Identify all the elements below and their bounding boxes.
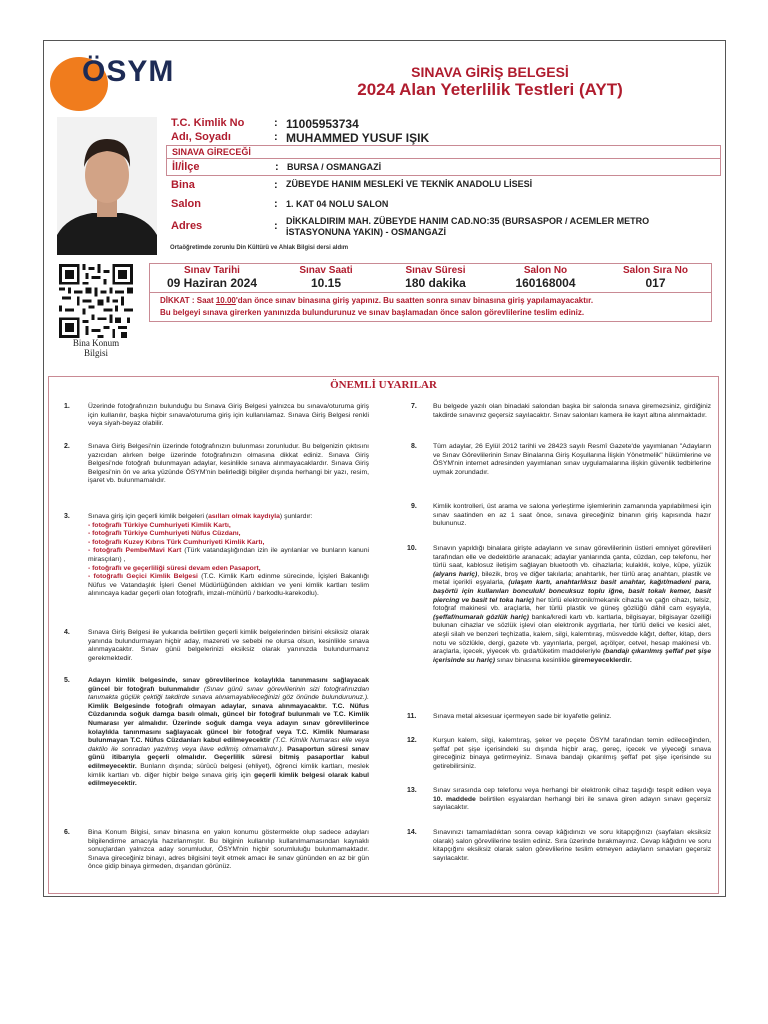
- attention-time: 10.00: [215, 296, 236, 305]
- colon: :: [274, 131, 278, 143]
- colon: :: [275, 161, 279, 173]
- item-13-part: belirtilen eşyalardan herhangi biri ile sınava giren adayın sınavı geçersiz sayılacaktır.: [433, 795, 711, 812]
- item-number: 12.: [407, 737, 417, 744]
- document-title: SINAVA GİRİŞ BELGESİ: [411, 64, 569, 80]
- item-3-intro-end: ) şunlardır:: [279, 513, 313, 520]
- id-type-note: (T.C. Kimlik Kartı edinme sürecinde, İçişleri Bakanlığı Nüfus ve Vatandaşlık İşleri Genel Müdürlüğünden aldıkları ve yeni kimlik kartları teslim alınıncaya kadar geçerli olan fotoğraflı, imzalı-mühürlü / barkodlu-karekodlu).: [88, 573, 370, 598]
- id-type-item: - fotoğraflı Kuzey Kıbrıs Türk Cumhuriyeti Kimlik Kartı,: [88, 538, 265, 546]
- id-type-item: - fotoğraflı Geçici Kimlik Belgesi: [88, 573, 198, 581]
- tc-value: 11005953734: [286, 117, 359, 131]
- item-number: 10.: [407, 545, 417, 552]
- warning-item-6: Bina Konum Bilgisi, sınav binasına en yakın konumu göstermekte olup sadece adayları bilgilendirme amacıyla hazırlanmıştır. Bu bilginin kullanılıp kullanılmamasından kaynaklı sonuçlardan yalnızca aday sorumludur, ÖSYM'nin hiçbir sorumluluğu bulunmamaktadır. Sınava gireceğiniz binayı, adres bilgisini teyit etmek amacı ile sınav gününden en az bir gün önce gidip binaya girmeden, dışarıdan görünüz.: [88, 829, 369, 871]
- item-number: 9.: [411, 503, 417, 510]
- seat-no-label: Salon Sıra No: [622, 265, 688, 276]
- osym-logo: [50, 55, 180, 115]
- room-value: 1. KAT 04 NOLU SALON: [286, 199, 389, 209]
- section-label: SINAVA GİRECEĞİ: [172, 147, 251, 157]
- warning-item-13: [433, 787, 711, 813]
- item-number: 2.: [64, 443, 70, 450]
- section-row: [166, 145, 721, 159]
- item-number: 4.: [64, 629, 70, 636]
- item-5-part: Bunların dışında; sürücü belgesi (ehliyet), öğrenci kimlik kartları, meslek kimlik kartları vb. diğer hiçbir belge sınava giriş için: [88, 762, 369, 779]
- item-10-part: giremeyeceklerdir.: [572, 656, 632, 664]
- exam-time-label: Sınav Saati: [299, 265, 353, 276]
- item-10-part: (şeffaf/numaralı gözlük hariç): [433, 613, 529, 621]
- address-row: [166, 211, 721, 239]
- item-5-part: Adayın kimlik belgesinde, sınav görevlilerince kolaylıkla tanınmasını sağlayacak güncel bir fotoğrafı bulunmalıdır: [88, 677, 369, 693]
- attention-line-2: Bu belgeyi sınava girerken yanınızda bulundurunuz ve sınav başlamadan önce salon görevlilerine teslim ediniz.: [160, 308, 585, 317]
- item-10-part: sınav binasına kesinlikle: [494, 656, 573, 664]
- city-label: İl/İlçe: [172, 161, 200, 173]
- building-label: Bina: [171, 179, 195, 191]
- item-number: 13.: [407, 787, 417, 794]
- room-row: [166, 194, 721, 211]
- seat-no-value: 017: [645, 276, 666, 290]
- address-line-1: DİKKALDIRIM MAH. ZÜBEYDE HANIM CAD.NO:35 (BURSASPOR / ACEMLER METRO: [286, 216, 650, 226]
- seat-no: [598, 264, 713, 290]
- attention-box: [149, 293, 712, 322]
- item-number: 14.: [407, 829, 417, 836]
- item-10-part: Sınavın yapıldığı binalara girişte adayların ve sınav görevlilerinin üstleri emniyet görevlileri tarafından elle ve dedektörle aranacak; adaylar yanlarında çanta, cüzdan, cep telefonu, her türlü saat, kablosuz iletişim sağlayan bluetooth vb. cihazlarla; kulaklık, kolye, küpe, yüzük: [433, 545, 711, 570]
- qr-caption: [56, 338, 136, 358]
- item-number: 5.: [64, 677, 70, 684]
- warning-item-12: Kurşun kalem, silgi, kalemtıraş, şeker ve peçete ÖSYM tarafından temin edileceğinden, şeffaf pet şişe içerisindeki su dışında hiçbir araç, gereç, içecek ve yiyeceği sınava gireceğiniz binaya getirmeyiniz. Sınava bandajı çıkarılmış şeffaf pet şişe içerisinde su getirebilirsiniz.: [433, 737, 711, 770]
- warning-item-5: [88, 677, 369, 789]
- exam-duration-label: Sınav Süresi: [405, 265, 466, 276]
- warnings-title: ÖNEMLİ UYARILAR: [330, 379, 437, 391]
- warning-item-9: Kimlik kontrolleri, üst arama ve salona yerleştirme işlemlerinin zamanında yapılabilmesi için sınav saatinden en az 1 saat önce, sınava gireceğiniz binanın giriş kapısında hazır bulununuz.: [433, 503, 711, 528]
- exam-time-value: 10.15: [310, 276, 342, 290]
- qr-code-icon[interactable]: [56, 264, 136, 338]
- warning-item-7: Bu belgede yazılı olan binadaki salondan başka bir salonda sınava giremezsiniz, girdiğiniz takdirde sınavınız geçersiz sayılacaktır. Sınav salonları kamera ile kayıt altına alınmaktadır.: [433, 403, 711, 419]
- item-10-part: (alyans hariç): [433, 570, 478, 578]
- attention-line-1: [160, 295, 701, 307]
- item-number: 6.: [64, 829, 70, 836]
- exam-date-label: Sınav Tarihi: [184, 265, 240, 276]
- item-13-part: 10. maddede: [433, 795, 476, 803]
- exam-info-bar: [149, 263, 712, 293]
- salon-no-value: 160168004: [515, 276, 576, 290]
- city-value: BURSA / OSMANGAZİ: [287, 162, 382, 172]
- warning-item-4: Sınava Giriş Belgesi ile yukarıda belirtilen geçerli kimlik belgelerinden birisini eksiksiz olarak yanında bulundurmayan hiçbir aday, mazereti ve sebebi ne olursa olsun, kesinlikle sınava alınmayacaktır. Sınav günü belgelerinizi eksiksiz olarak yanınızda bulundurmanız gerekmektedir.: [88, 629, 369, 662]
- item-5-part: geçerli kimlik belgesi olarak kabul edilmeyecektir.: [88, 771, 370, 788]
- id-type-item: - fotoğraflı Türkiye Cumhuriyeti Kimlik Kartı,: [88, 521, 231, 529]
- item-3-intro: Sınava giriş için geçerli kimlik belgeleri (: [88, 513, 209, 520]
- item-5-part: Kimlik Belgesinde fotoğrafı olmayan adaylar, sınava alınmayacaktır. T.C. Nüfus Cüzdanında soğuk damga basılı olmalı, güncel bir fotoğraf bulunmalı ve T.C. Kimlik Numarası yer almalıdır. Üzerinde soğuk damga veya adayın sınav görevlilerince kolaylıkla tanınmasını sağlayacak güncel bir fotoğraf veya T.C. Kimlik Numarası bulunmayan T.C. Nüfus Cüzdanları kabul edilmeyecektir: [88, 702, 369, 745]
- name-row: [166, 131, 721, 145]
- person-photo-icon: [57, 117, 157, 255]
- tc-row: [166, 117, 721, 131]
- exam-date: [150, 264, 274, 290]
- name-value: MUHAMMED YUSUF IŞIK: [286, 131, 430, 145]
- warning-item-3: [88, 513, 369, 599]
- warning-item-8: Tüm adaylar, 26 Eylül 2012 tarihli ve 28423 sayılı Resmî Gazete'de yayımlanan "Adayların ve Sınav Görevlilerinin Sınav Binalarına Giriş Koşullarına İlişkin Yönetmelik" hükümlerine ve ÖSYM'nin internet adresinden yayımlanan sınav uygulamalarına ilişkin güvenlik tedbirlerine uymak zorundadır.: [433, 443, 711, 476]
- city-row: [166, 159, 721, 176]
- building-row: [166, 176, 721, 194]
- candidate-info: [166, 117, 721, 239]
- address-line-2: İSTASYONUNA YAKIN) - OSMANGAZİ: [286, 227, 447, 237]
- item-number: 8.: [411, 443, 417, 450]
- tc-label: T.C. Kimlik No: [171, 117, 245, 129]
- item-10-part: , bilezik, broş ve diğer takılarla; anahtarlık, her türlü araç anahtarı, plastik ve metal içerikli eşyalarla,: [433, 570, 711, 587]
- warning-item-11: Sınava metal aksesuar içermeyen sade bir kıyafetle geliniz.: [433, 713, 612, 720]
- important-warnings: [48, 376, 719, 894]
- salon-no-label: Salon No: [523, 265, 568, 276]
- candidate-photo: [57, 117, 157, 255]
- id-type-item: - fotoğraflı Pembe/Mavi Kart: [88, 547, 182, 555]
- building-value: ZÜBEYDE HANIM MESLEKİ VE TEKNİK ANADOLU LİSESİ: [286, 179, 533, 189]
- item-13-part: Sınav sırasında cep telefonu veya herhangi bir elektronik cihaz taşıdığı tespit edilen veya: [433, 787, 711, 794]
- exam-date-value: 09 Haziran 2024: [166, 276, 258, 290]
- exam-duration-value: 180 dakika: [405, 276, 466, 290]
- colon: :: [274, 220, 278, 232]
- attention-rest: 'dan önce sınav binasına giriş yapınız. Bu saatten sonra sınav binasına giriş yapılamayacaktır.: [235, 296, 594, 305]
- id-type-item: - fotoğraflı ve geçerliliği süresi devam eden Pasaport,: [88, 564, 261, 572]
- qr-caption-line-1: Bina Konum: [72, 338, 120, 348]
- item-10-part: her türlü elektronik/mekanik cihazla ve çağrı cihazı, telsiz, fotoğraf makinesi vb. araçlarla, her türlü plastik ve güneş gözlüğü dâhil cam eşyayla,: [433, 596, 711, 613]
- salon-no: [493, 264, 598, 290]
- id-type-item: - fotoğraflı Türkiye Cumhuriyeti Nüfus Cüzdanı,: [88, 530, 241, 538]
- item-number: 1.: [64, 403, 70, 410]
- item-number: 11.: [407, 713, 417, 720]
- attention-prefix: DİKKAT : Saat: [160, 296, 216, 305]
- name-label: Adı, Soyadı: [171, 131, 231, 143]
- colon: :: [274, 117, 278, 129]
- qr-caption-line-2: Bilgisi: [83, 348, 108, 358]
- item-3-emphasis: asılları olmak kaydıyla: [208, 513, 280, 520]
- colon: :: [274, 179, 278, 191]
- religion-course-note: Ortaöğretimde zorunlu Din Kültürü ve Ahlak Bilgisi dersi aldım: [170, 245, 349, 251]
- exam-duration: [378, 264, 493, 290]
- address-label: Adres: [171, 220, 203, 232]
- item-5-part: Pasaportun süresi sınav günü itibarıyla geçerli olmalıdır. Geçerlilik süresi bitmiş pasaportlar kabul edilmeyecektir.: [88, 745, 369, 770]
- id-type-note: (Türk vatandaşlığından izin ile ayrılanlar ve bunların kanuni mirasçıları) ,: [88, 547, 369, 563]
- warning-item-2: Sınava Giriş Belgesi'nin üzerinde fotoğrafınızın bulunması zorunludur. Bu belgenizin çıktısını yazıcıdan alırken belge üzerinde fotoğrafınızın olmasına dikkat ediniz. Sınava Giriş Belgesi'nde fotoğrafı bulunmayan adaylar, kesinlikle sınava alınmayacaklardır. Sınava Giriş Belgesi'nin ön ve arka yüzünde ÖSYM'nin belirlediği bilgiler dışında herhangi bir yazı, resim, işaret vb. bulunmamalıdır.: [88, 443, 369, 485]
- warning-item-1: Üzerinde fotoğrafınızın bulunduğu bu Sınava Giriş Belgesi yalnızca bu sınava/oturuma giriş için kullanılır, başka hiçbir sınava/oturuma giriş için kullanılamaz. Sınava Giriş Belgesi renkli veya siyah-beyaz olabilir.: [88, 403, 369, 428]
- colon: :: [274, 198, 278, 210]
- item-10-part: (bandajı çıkarılmış şeffaf pet şişe içerisinde su hariç): [433, 648, 711, 664]
- warning-item-14: Sınavınızı tamamladıktan sonra cevap kâğıdınızı ve soru kitapçığınızı (sayfaları eksiksiz olarak) salon görevlilerine teslim ediniz. Sıra üzerinde bırakmayınız. Cevap kâğıdını ve soru kitapçığını eksiksiz olarak salon görevlilerine teslim etmeyen adayların sınavları geçersiz sayılacaktır.: [433, 829, 711, 862]
- exam-time: [274, 264, 378, 290]
- item-number: 3.: [64, 513, 70, 520]
- exam-title: 2024 Alan Yeterlilik Testleri (AYT): [357, 80, 623, 99]
- warning-item-10: [433, 545, 711, 665]
- item-5-part: (T.C. Kimlik Numarası elle veya daktilo ile sonradan yazılmış veya ilave edilmiş olmamalıdır.).: [88, 737, 369, 753]
- item-10-part: banka/kredi kartı vb. kartlarla, bilgisayar, bilgisayar özelliği bulunan cihazlar ve sözlük işlevi olan elektronik aygıtlarla, her türlü delici ve kesici alet, ateşli silah ve benzeri teçhizatla, kalem, silgi, kalemtıraş, müsvedde kâğıt, defter, kitap, ders notu ve sözlükle, dergi, gazete vb. yayınlarla, pergel, açıölçer, cetvel, hesap makinesi vb. araçlarla, içecek, yiyecek vb. gıda/tüketim maddeleriyle: [433, 613, 712, 656]
- room-label: Salon: [171, 198, 201, 210]
- item-10-part: (ulaşım kartı, anahtarlıksız basit anahtar, kağıt/madeni para, başörtü için kullanılan bonculuk/ boncuksuz toplu iğne, basit tokalı kemer, basit piercing ve basit tel toka hariç): [433, 579, 711, 604]
- logo-text: ÖSYM: [82, 55, 175, 88]
- item-number: 7.: [411, 403, 417, 410]
- item-5-part: (Sınav günü sınav görevlilerinin sizi fotoğrafınızdan tanımakta güçlük çektiği takdirde sınava alınamayabileceğinizi göz önünde bulundurunuz.).: [88, 685, 369, 702]
